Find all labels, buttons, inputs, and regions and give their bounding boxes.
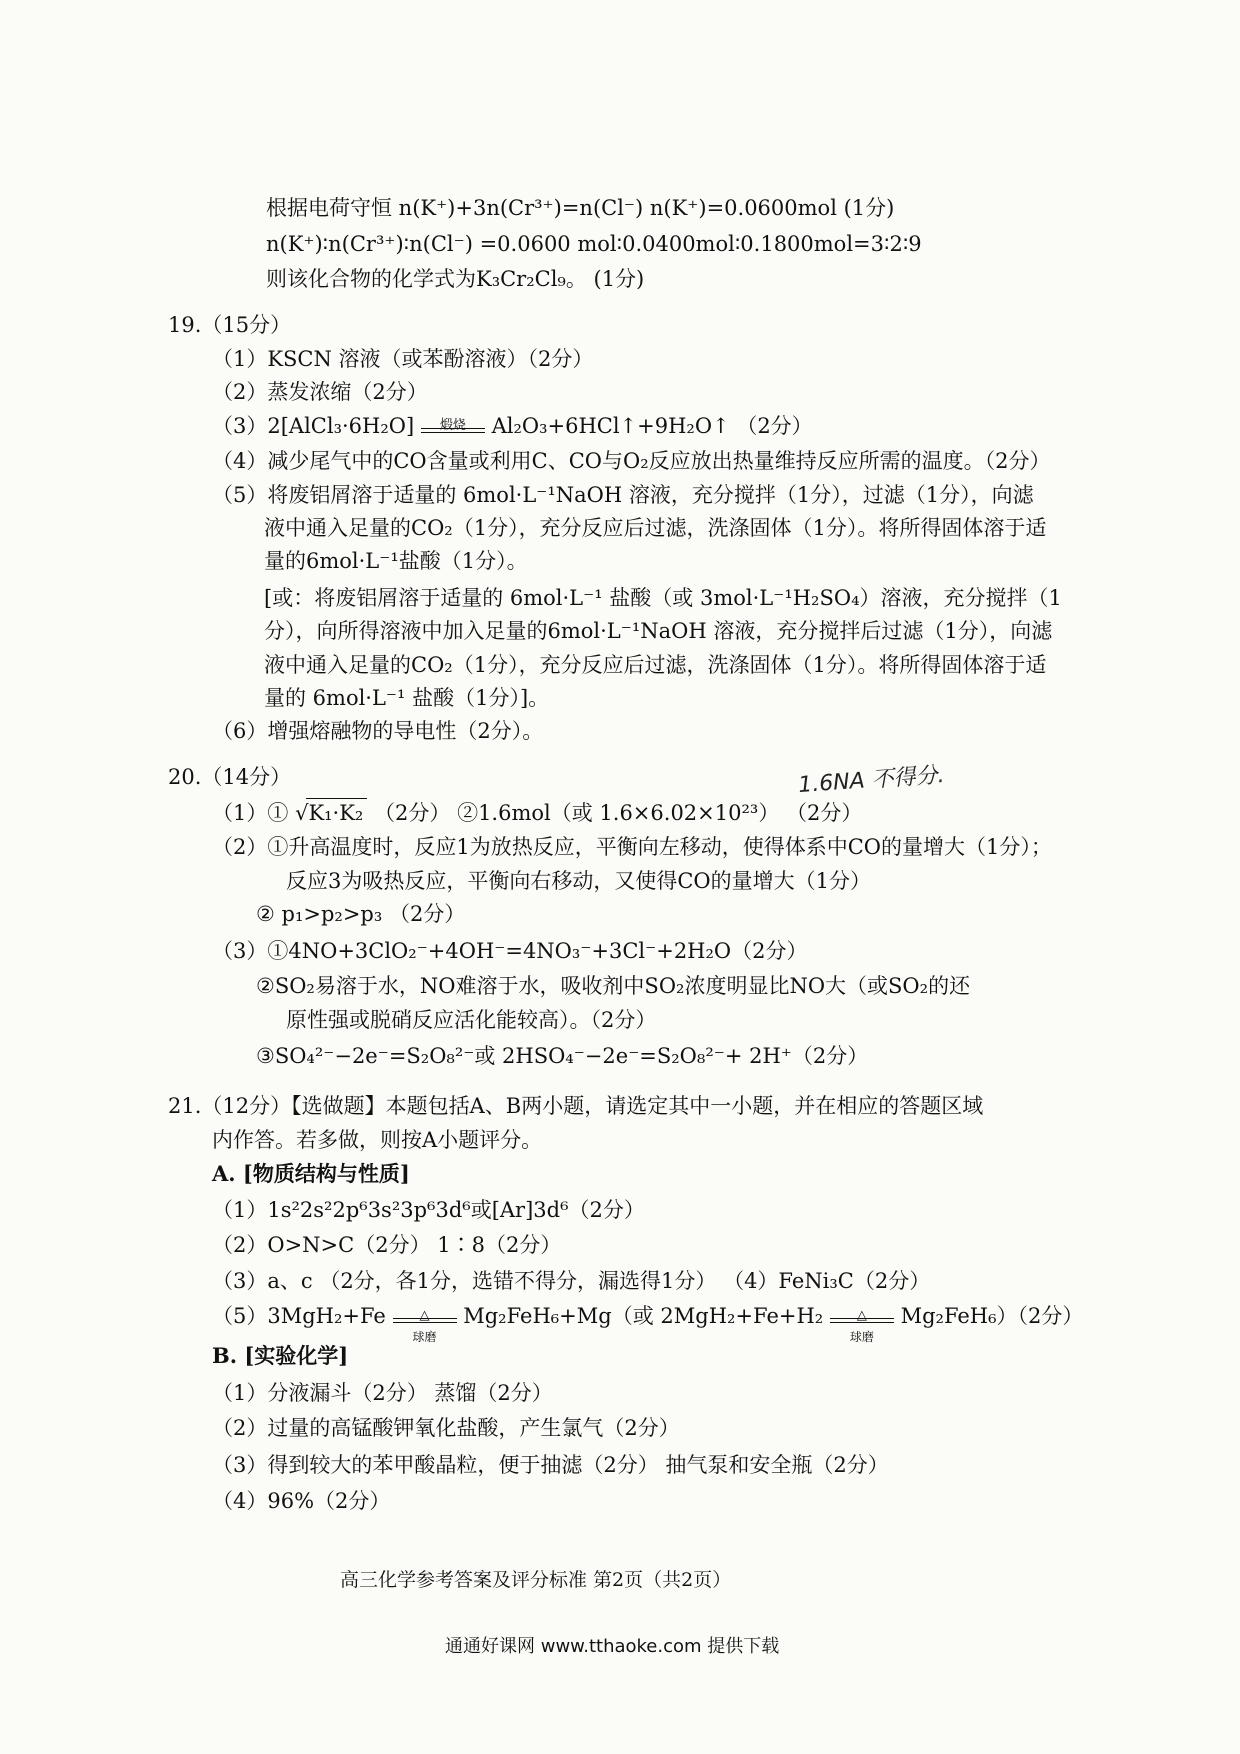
text-line: 原性强或脱硝反应活化能较高）。（2分） [286, 1008, 657, 1032]
equation-line [212, 412, 813, 442]
text-line: （1）分液漏斗（2分） 蒸馏（2分） [212, 1381, 553, 1405]
text-line: （4）96%（2分） [212, 1489, 391, 1513]
text-line: 分），向所得溶液中加入足量的6mol·L⁻¹NaOH 溶液，充分搅拌后过滤（1分），向滤 [264, 619, 1053, 643]
text-line: （2）过量的高锰酸钾氧化盐酸，产生氯气（2分） [212, 1416, 680, 1440]
equation-left: （3）2[AlCl₃·6H₂O] [212, 414, 415, 438]
text-line: ② p₁>p₂>p₃ （2分） [256, 902, 466, 926]
question-19-header: 19.（15分） [168, 313, 292, 337]
reaction-arrow: $\frac{\triangle}{\text{球磨}}$ [393, 1304, 457, 1332]
question-21-header: 21.（12分）【选做题】本题包括A、B两小题，请选定其中一小题，并在相应的答题区域 [168, 1094, 984, 1118]
text-line: 内作答。若多做，则按A小题评分。 [212, 1128, 543, 1152]
section-b-title: B. [实验化学] [212, 1343, 349, 1368]
text-line: （3）得到较大的苯甲酸晶粒，便于抽滤（2分） 抽气泵和安全瓶（2分） [212, 1453, 889, 1477]
reaction-arrow: $\frac{\triangle}{\text{球磨}}$ [830, 1304, 894, 1332]
handwritten-note: 1.6NA 不得分. [797, 762, 946, 799]
text-line: （6）增强熔融物的导电性（2分）。 [212, 719, 544, 743]
text-line: 根据电荷守恒 n(K⁺)+3n(Cr³⁺)=n(Cl⁻) n(K⁺)=0.0600mol (1分) [266, 196, 895, 220]
text-line: （4）减少尾气中的CO含量或利用C、CO与O₂反应放出热量维持反应所需的温度。（2分） [212, 449, 1051, 473]
question-20-header: 20.（14分） [168, 765, 292, 789]
text-line: ②SO₂易溶于水，NO难溶于水，吸收剂中SO₂浓度明显比NO大（或SO₂的还 [256, 974, 971, 998]
text-line: （1）KSCN 溶液（或苯酚溶液）（2分） [212, 347, 594, 371]
arrow-condition: 煅烧 [439, 417, 466, 433]
text-line: 量的 6mol·L⁻¹ 盐酸（1分）]。 [264, 686, 550, 710]
text-line: （5）将废铝屑溶于适量的 6mol·L⁻¹NaOH 溶液，充分搅拌（1分），过滤（1分），向滤 [212, 483, 1034, 507]
equation-line: （1）① √K₁·K₂ （2分） ②1.6mol（或 1.6×6.02×10²³） （2分） [212, 798, 862, 827]
text-line: （3）①4NO+3ClO₂⁻+4OH⁻=4NO₃⁻+3Cl⁻+2H₂O（2分） [212, 939, 808, 963]
sqrt-expression: K₁·K₂ [306, 798, 367, 827]
equation-line: （5）3MgH₂+Fe $\frac{\triangle}{\text{球磨}}$ Mg₂FeH₆+Mg（或 2MgH₂+Fe+H₂ $\frac{\triangle}{\text{球磨}}$ Mg₂FeH₆）（2分） [212, 1304, 1084, 1344]
text-line: 则该化合物的化学式为K₃Cr₂Cl₉。 (1分) [266, 267, 645, 291]
equation-right: Al₂O₃+6HCl↑+9H₂O↑ （2分） [491, 414, 813, 438]
text-line: [或：将废铝屑溶于适量的 6mol·L⁻¹ 盐酸（或 3mol·L⁻¹H₂SO₄）溶液，充分搅拌（1 [264, 586, 1062, 610]
text-line: 反应3为吸热反应，平衡向右移动，又使得CO的量增大（1分） [286, 869, 872, 893]
text-line: 量的6mol·L⁻¹盐酸（1分）。 [264, 549, 528, 573]
text-line: n(K⁺)∶n(Cr³⁺)∶n(Cl⁻) =0.0600 mol∶0.0400mol∶0.1800mol=3∶2∶9 [266, 232, 922, 256]
page-footer: 高三化学参考答案及评分标准 第2页（共2页） [340, 1569, 732, 1591]
reaction-arrow [421, 414, 485, 442]
section-a-title: A. [物质结构与性质] [212, 1161, 410, 1186]
text-line: （2）蒸发浓缩（2分） [212, 380, 428, 404]
text-line: 液中通入足量的CO₂（1分），充分反应后过滤，洗涤固体（1分）。将所得固体溶于适 [264, 516, 1047, 540]
text-line: （2）O>N>C（2分） 1∶8（2分） [212, 1233, 562, 1257]
text-line: ③SO₄²⁻−2e⁻=S₂O₈²⁻或 2HSO₄⁻−2e⁻=S₂O₈²⁻+ 2H⁺（2分） [256, 1044, 869, 1068]
text-line: （1）1s²2s²2p⁶3s²3p⁶3d⁶或[Ar]3d⁶（2分） [212, 1198, 645, 1222]
text-line: 液中通入足量的CO₂（1分），充分反应后过滤，洗涤固体（1分）。将所得固体溶于适 [264, 653, 1047, 677]
source-credit: 通通好课网 www.tthaoke.com 提供下载 [445, 1636, 780, 1657]
text-line: （3）a、c （2分，各1分，选错不得分，漏选得1分） （4）FeNi₃C（2分） [212, 1269, 931, 1293]
text-line: （2）①升高温度时，反应1为放热反应，平衡向左移动，使得体系中CO的量增大（1分）； [212, 835, 1052, 859]
